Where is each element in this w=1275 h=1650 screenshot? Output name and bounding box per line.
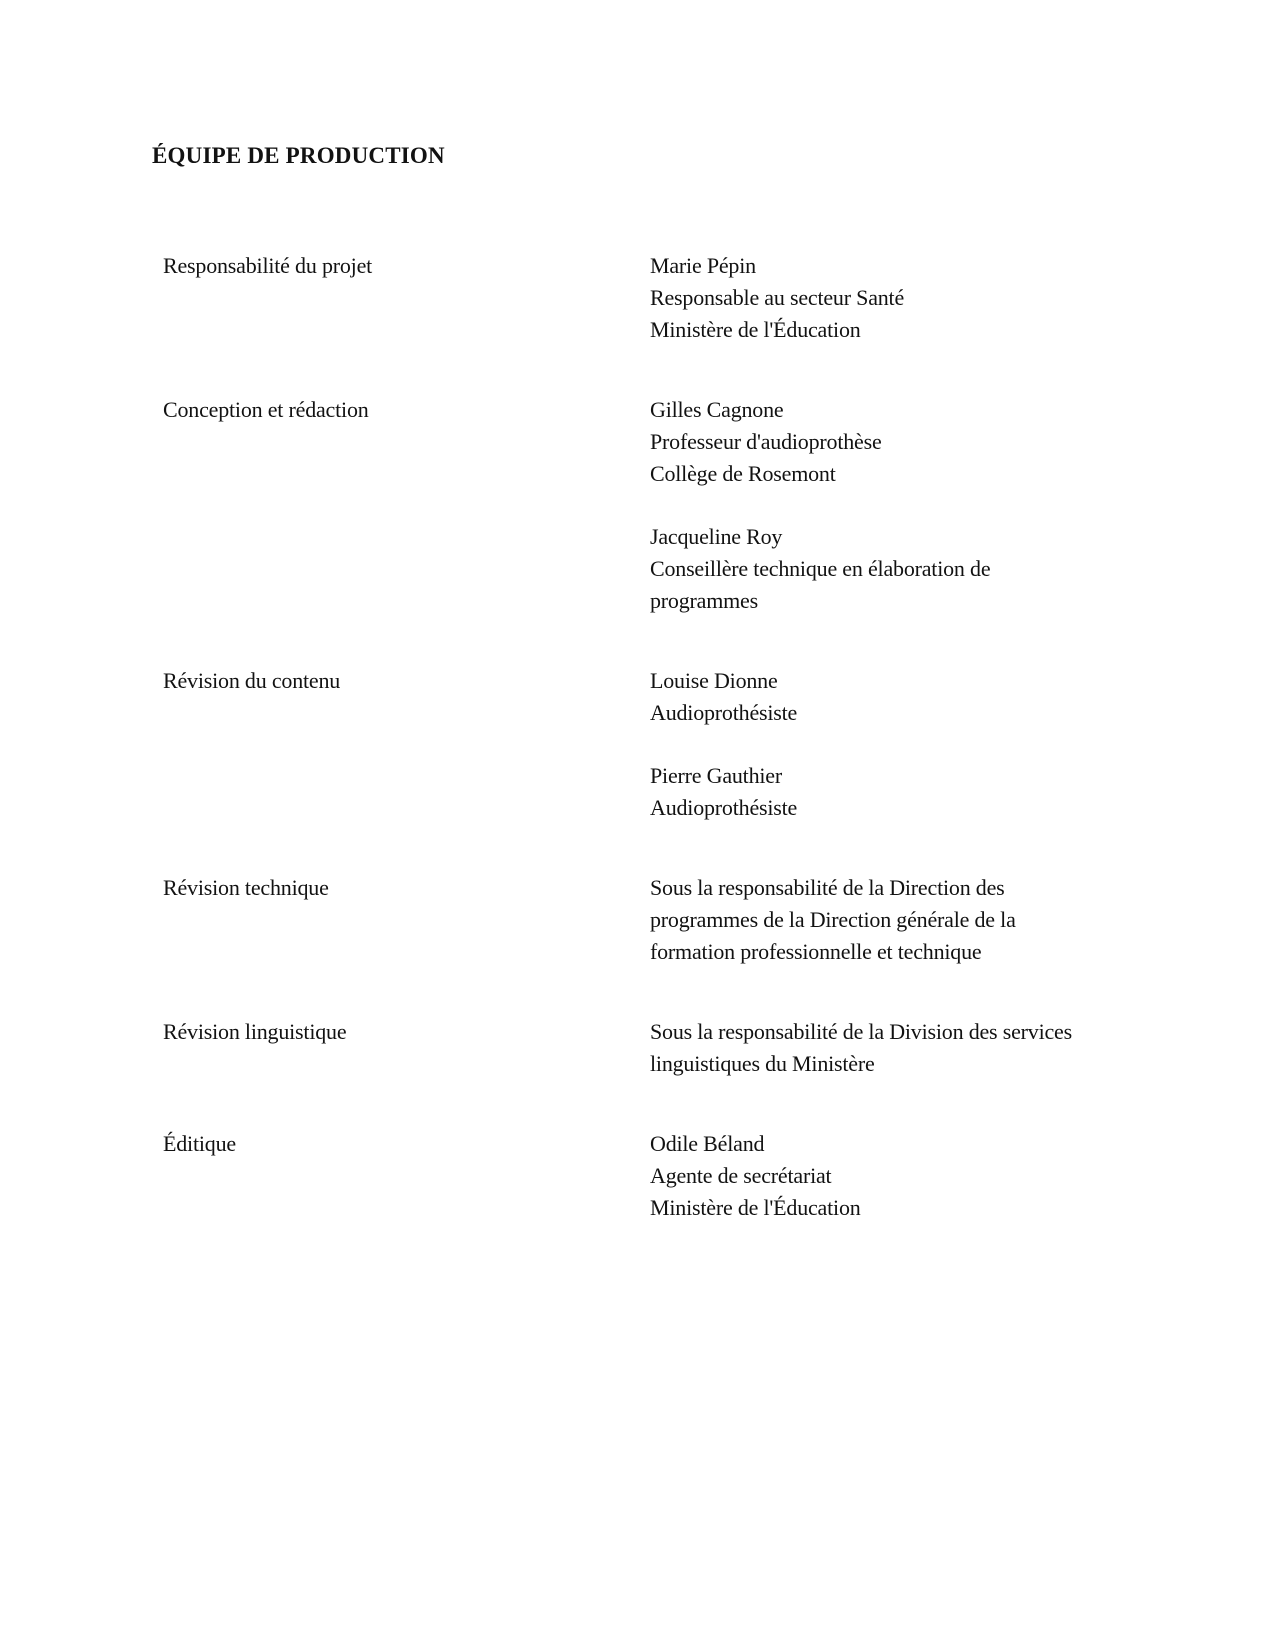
credit-entry-line: Ministère de l'Éducation xyxy=(650,317,861,342)
credit-entry-line: Jacqueline Roy xyxy=(650,524,783,549)
credit-entry-line: Sous la responsabilité de la Division des services xyxy=(650,1019,1072,1044)
credit-entry-line: Sous la responsabilité de la Direction des xyxy=(650,875,1005,900)
credit-entries xyxy=(650,394,1215,617)
credit-role-label: Responsabilité du projet xyxy=(163,253,373,278)
credit-entry-line: Marie Pépin xyxy=(650,253,756,278)
credit-entry xyxy=(650,250,1215,346)
credit-entries xyxy=(650,1016,1215,1080)
credit-section xyxy=(163,1016,1215,1080)
credit-entry-line: Professeur d'audioprothèse xyxy=(650,429,882,454)
page-title: ÉQUIPE DE PRODUCTION xyxy=(152,143,445,168)
credit-entry-line: programmes de la Direction générale de la xyxy=(650,907,1016,932)
credit-section xyxy=(163,872,1215,968)
credit-entry-line: Louise Dionne xyxy=(650,668,778,693)
credit-section xyxy=(163,665,1215,824)
credit-entry-line: formation professionnelle et technique xyxy=(650,939,982,964)
credit-entry-line: Collège de Rosemont xyxy=(650,461,836,486)
credit-section xyxy=(163,1128,1215,1224)
credit-entry-line: Odile Béland xyxy=(650,1131,765,1156)
credit-entry-line: Pierre Gauthier xyxy=(650,763,782,788)
credit-entry xyxy=(650,1016,1215,1080)
credit-section xyxy=(163,394,1215,617)
credit-role-label: Révision linguistique xyxy=(163,1019,347,1044)
credit-entry xyxy=(650,394,1215,490)
credit-entry xyxy=(650,665,1215,729)
credit-entry-line: Agente de secrétariat xyxy=(650,1163,832,1188)
credits-list xyxy=(163,250,1215,1224)
credit-entry xyxy=(650,1128,1215,1224)
credit-entry-line: Gilles Cagnone xyxy=(650,397,784,422)
credit-entries xyxy=(650,872,1215,968)
credit-entry-line: Ministère de l'Éducation xyxy=(650,1195,861,1220)
credit-role-label: Révision technique xyxy=(163,875,329,900)
credit-entry-line: Audioprothésiste xyxy=(650,700,798,725)
credit-role-label: Révision du contenu xyxy=(163,668,341,693)
credit-entry-line: linguistiques du Ministère xyxy=(650,1051,875,1076)
credit-entry xyxy=(650,521,1215,617)
credit-entry-line: programmes xyxy=(650,588,758,613)
credit-entry-line: Audioprothésiste xyxy=(650,795,798,820)
credit-entry-line: Conseillère technique en élaboration de xyxy=(650,556,991,581)
credit-entry xyxy=(650,760,1215,824)
credit-entry-line: Responsable au secteur Santé xyxy=(650,285,905,310)
credit-entries xyxy=(650,250,1215,346)
credit-section xyxy=(163,250,1215,346)
credit-role-label: Éditique xyxy=(163,1131,236,1156)
credit-role-label: Conception et rédaction xyxy=(163,397,369,422)
credit-entries xyxy=(650,665,1215,824)
credit-entry xyxy=(650,872,1215,968)
credit-entries xyxy=(650,1128,1215,1224)
